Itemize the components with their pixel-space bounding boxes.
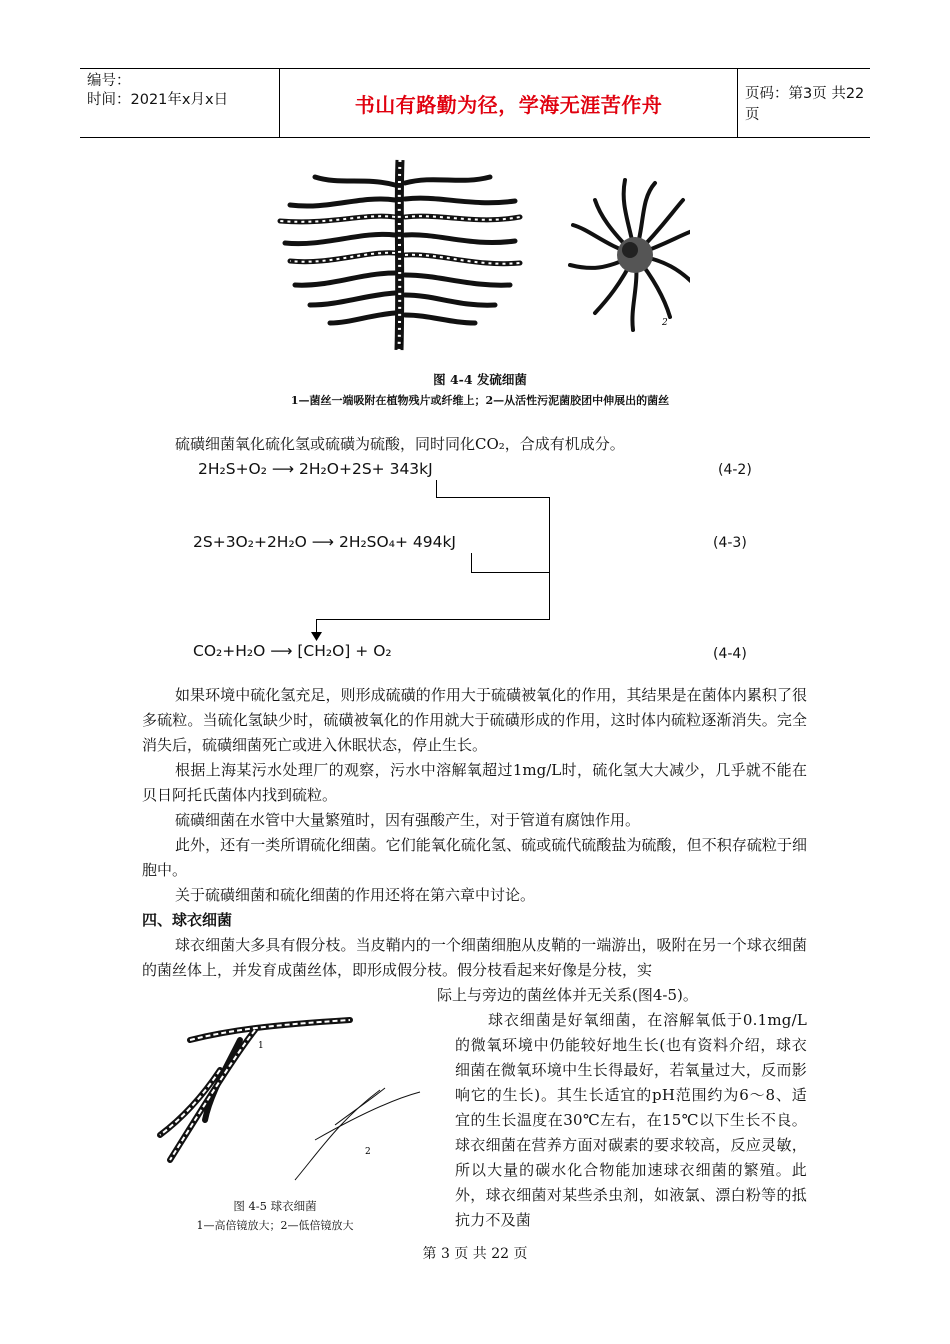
connector-line <box>436 497 550 498</box>
connector-line <box>471 553 472 573</box>
header-meta <box>80 69 280 137</box>
equation-4-3: 2S+3O₂+2H₂O ⟶ 2H₂SO₄+ 494kJ <box>193 533 456 551</box>
figure-4-4-illustration <box>270 155 690 355</box>
figure-4-4-caption-title: 图 4-4 发硫细菌 <box>433 372 527 387</box>
paragraph-sphaerotilus-branching-cont: 际上与旁边的菌丝体并无关系(图4-5)。 <box>437 986 698 1004</box>
page-footer: 第 3 页 共 22 页 <box>422 1246 528 1262</box>
paragraph-sphaerotilus-branching: 球衣细菌大多具有假分枝。当皮鞘内的一个细菌细胞从皮鞘的一端游出，吸附在另一个球衣细菌的菌丝体上，并发育成菌丝体，即形成假分枝。假分枝看起来好像是分枝，实 <box>142 936 807 979</box>
equation-4-4-number: (4-4) <box>713 646 747 662</box>
section-heading: 四、球衣细菌 <box>142 911 233 929</box>
figure-4-5-part1-label: 1 <box>258 1041 264 1051</box>
paragraph-sphaerotilus-aerobic: 球衣细菌是好氧细菌，在溶解氧低于0.1mg/L的微氧环境中仍能较好地生长(也有资料介绍，球衣细菌在微氧环境中生长得最好，若氧量过大，反而影响它的生长)。其生长适宜的pH范围约为6～8、适宜的生长温度在30℃左右，在15℃以下生长不良。球衣细菌在营养方面对碳素的要求较高，反应灵敏，所以大量的碳水化合物能加速球衣细菌的繁殖。此外，球衣细菌对某些杀虫剂，如液氯、漂白粉等的抵抗力不及菌 <box>455 1011 807 1229</box>
figure-4-5-part2-label: 2 <box>365 1147 371 1157</box>
document-time-label: 时间：2021年x月x日 <box>87 92 229 108</box>
header-page-label: 页码：第3页 共22页 <box>745 86 865 123</box>
paragraph-chapter-reference: 关于硫磺细菌和硫化细菌的作用还将在第六章中讨论。 <box>175 886 536 904</box>
connector-line <box>471 572 550 573</box>
paragraph-shanghai-observation: 根据上海某污水处理厂的观察，污水中溶解氧超过1mg/L时，硫化氢大大减少，几乎就不能在贝日阿托氏菌体内找到硫粒。 <box>142 761 807 804</box>
equation-4-2: 2H₂S+O₂ ⟶ 2H₂O+2S+ 343kJ <box>198 460 433 478</box>
figure-4-5-caption-title: 图 4-5 球衣细菌 <box>233 1199 317 1213</box>
page-header <box>80 68 870 138</box>
connector-line <box>549 497 550 573</box>
figure-4-5-illustration <box>150 1010 435 1190</box>
figure-4-4-part2-label: 2 <box>662 318 668 328</box>
sphaerotilus-high-magnification <box>160 1020 350 1160</box>
intro-paragraph: 硫磺细菌氧化硫化氢或硫磺为硫酸，同时同化CO₂，合成有机成分。 <box>175 435 625 453</box>
connector-line <box>549 572 550 620</box>
paragraph-pipe-corrosion: 硫磺细菌在水管中大量繁殖时，因有强酸产生，对于管道有腐蚀作用。 <box>175 811 641 829</box>
document-number-label: 编号： <box>87 73 131 89</box>
paragraph-sulfur-accumulation: 如果环境中硫化氢充足，则形成硫磺的作用大于硫磺被氧化的作用，其结果是在菌体内累积了很多硫粒。当硫化氢缺少时，硫磺被氧化的作用就大于硫磺形成的作用，这时体内硫粒逐渐消失。完全消失后，硫磺细菌死亡或进入休眠状态，停止生长。 <box>142 686 807 754</box>
header-motto: 书山有路勤为径，学海无涯苦作舟 <box>280 69 738 137</box>
figure-4-5-caption-note: 1—高倍镜放大；2—低倍镜放大 <box>196 1219 354 1232</box>
sulfur-bacteria-fiber <box>399 160 400 350</box>
connector-line <box>316 619 550 620</box>
paragraph-sulfide-bacteria: 此外，还有一类所谓硫化细菌。它们能氧化硫化氢、硫或硫代硫酸盐为硫酸，但不积存硫粒于细胞中。 <box>142 836 807 879</box>
equation-4-4: CO₂+H₂O ⟶ [CH₂O] + O₂ <box>193 642 392 660</box>
connector-arrowhead <box>311 632 322 642</box>
equation-4-2-number: (4-2) <box>718 462 752 478</box>
figure-4-4-part1-label: 1 <box>399 338 405 348</box>
figure-4-4-caption-note: 1—菌丝一端吸附在植物残片或纤维上；2—从活性污泥菌胶团中伸展出的菌丝 <box>290 394 670 407</box>
sphaerotilus-low-magnification <box>295 1088 420 1180</box>
equation-4-3-number: (4-3) <box>713 535 747 551</box>
connector-line <box>436 480 437 498</box>
